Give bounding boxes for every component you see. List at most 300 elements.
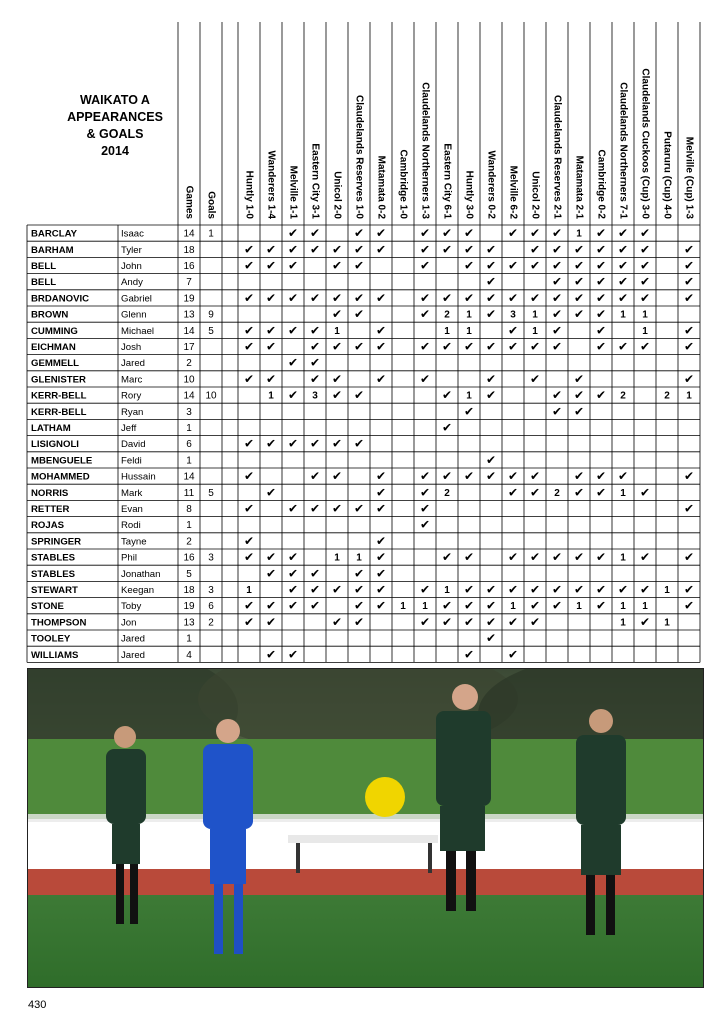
goals-in-match: 2 <box>664 390 670 402</box>
player-surname: GLENISTER <box>31 374 86 386</box>
player-surname: CUMMING <box>31 325 78 337</box>
games-count: 1 <box>186 455 192 467</box>
games-count: 2 <box>186 358 192 370</box>
appearance-checkmark: ✔ <box>529 550 541 565</box>
appearance-checkmark: ✔ <box>551 323 563 338</box>
appearance-checkmark: ✔ <box>573 258 585 273</box>
appearance-checkmark: ✔ <box>375 533 387 548</box>
match-header: Cambridge 1-0 <box>397 149 409 219</box>
appearance-checkmark: ✔ <box>683 339 695 354</box>
appearance-checkmark: ✔ <box>375 485 387 500</box>
games-count: 3 <box>186 406 192 418</box>
player-surname: STABLES <box>31 568 76 580</box>
player-surname: STABLES <box>31 552 76 564</box>
appearance-checkmark: ✔ <box>551 339 563 354</box>
goals-in-match: 1 <box>246 585 252 596</box>
goals-in-match: 1 <box>356 552 362 564</box>
appearance-checkmark: ✔ <box>573 582 585 597</box>
appearance-checkmark: ✔ <box>485 290 497 305</box>
goals-in-match: 1 <box>466 309 472 321</box>
goals-in-match: 2 <box>554 487 560 499</box>
appearance-checkmark: ✔ <box>265 242 277 257</box>
appearance-checkmark: ✔ <box>573 485 585 500</box>
player-surname: THOMPSON <box>31 617 87 629</box>
appearance-checkmark: ✔ <box>243 242 255 257</box>
games-count: 13 <box>183 617 195 629</box>
appearance-checkmark: ✔ <box>243 550 255 565</box>
appearance-checkmark: ✔ <box>507 614 519 629</box>
appearance-checkmark: ✔ <box>441 226 453 241</box>
games-count: 1 <box>186 520 192 532</box>
appearance-checkmark: ✔ <box>573 371 585 386</box>
match-header: Unicol 2-0 <box>331 171 343 219</box>
player-surname: LATHAM <box>31 423 71 434</box>
appearance-checkmark: ✔ <box>331 339 343 354</box>
appearance-checkmark: ✔ <box>551 242 563 257</box>
player-surname: NORRIS <box>31 487 69 499</box>
appearance-checkmark: ✔ <box>419 307 431 322</box>
appearance-checkmark: ✔ <box>463 258 475 273</box>
appearance-checkmark: ✔ <box>309 290 321 305</box>
appearance-checkmark: ✔ <box>595 388 607 403</box>
appearance-checkmark: ✔ <box>617 258 629 273</box>
appearance-checkmark: ✔ <box>353 501 365 516</box>
match-header: Claudelands Northerners 1-3 <box>419 82 431 219</box>
appearance-checkmark: ✔ <box>595 550 607 565</box>
player-surname: KERR-BELL <box>31 390 87 402</box>
games-count: 10 <box>183 374 195 386</box>
appearance-checkmark: ✔ <box>573 307 585 322</box>
appearance-checkmark: ✔ <box>243 371 255 386</box>
player-surname: STONE <box>31 601 64 613</box>
appearance-checkmark: ✔ <box>353 339 365 354</box>
appearance-checkmark: ✔ <box>551 226 563 241</box>
appearance-checkmark: ✔ <box>573 469 585 484</box>
player-surname: ROJAS <box>31 520 65 532</box>
appearance-checkmark: ✔ <box>331 501 343 516</box>
appearance-checkmark: ✔ <box>441 242 453 257</box>
goals-in-match: 1 <box>268 390 274 402</box>
appearance-checkmark: ✔ <box>287 550 299 565</box>
match-header: Eastern City 6-1 <box>441 143 453 219</box>
appearance-checkmark: ✔ <box>683 469 695 484</box>
appearance-checkmark: ✔ <box>529 290 541 305</box>
appearance-checkmark: ✔ <box>595 339 607 354</box>
player-surname: BELL <box>31 261 57 272</box>
appearance-checkmark: ✔ <box>485 582 497 597</box>
goals-in-match: 1 <box>642 325 648 337</box>
match-header: Melville 6-2 <box>507 165 519 219</box>
appearance-checkmark: ✔ <box>353 258 365 273</box>
appearance-checkmark: ✔ <box>353 436 365 451</box>
appearance-checkmark: ✔ <box>243 501 255 516</box>
appearance-checkmark: ✔ <box>617 339 629 354</box>
appearance-checkmark: ✔ <box>485 452 497 467</box>
appearance-checkmark: ✔ <box>375 566 387 581</box>
appearance-checkmark: ✔ <box>551 598 563 613</box>
appearance-checkmark: ✔ <box>639 550 651 565</box>
games-header: Games <box>183 185 195 219</box>
appearance-checkmark: ✔ <box>573 274 585 289</box>
appearance-checkmark: ✔ <box>243 469 255 484</box>
appearance-checkmark: ✔ <box>529 582 541 597</box>
player-first-name: Toby <box>121 601 142 613</box>
appearance-checkmark: ✔ <box>375 323 387 338</box>
goals-in-match: 1 <box>642 309 648 321</box>
appearance-checkmark: ✔ <box>243 339 255 354</box>
appearance-checkmark: ✔ <box>331 582 343 597</box>
appearance-checkmark: ✔ <box>595 307 607 322</box>
appearance-checkmark: ✔ <box>419 258 431 273</box>
appearance-checkmark: ✔ <box>441 550 453 565</box>
match-header: Huntly 1-0 <box>243 170 255 219</box>
appearance-checkmark: ✔ <box>265 323 277 338</box>
appearance-checkmark: ✔ <box>595 274 607 289</box>
appearance-checkmark: ✔ <box>287 566 299 581</box>
goals-in-match: 1 <box>510 601 516 613</box>
goals-header: Goals <box>205 191 217 219</box>
appearance-checkmark: ✔ <box>265 290 277 305</box>
appearance-checkmark: ✔ <box>419 501 431 516</box>
appearance-checkmark: ✔ <box>595 258 607 273</box>
appearance-checkmark: ✔ <box>551 388 563 403</box>
player-first-name: Hussain <box>121 471 156 483</box>
appearance-checkmark: ✔ <box>309 371 321 386</box>
appearance-checkmark: ✔ <box>441 614 453 629</box>
appearance-checkmark: ✔ <box>243 290 255 305</box>
appearance-checkmark: ✔ <box>617 290 629 305</box>
page-number: 430 <box>28 999 47 1011</box>
player-surname: MOHAMMED <box>31 471 90 483</box>
goals-count: 9 <box>208 309 214 321</box>
appearance-checkmark: ✔ <box>441 469 453 484</box>
appearance-checkmark: ✔ <box>529 226 541 241</box>
player-first-name: Keegan <box>121 585 155 596</box>
player-first-name: Jon <box>121 617 137 629</box>
appearance-checkmark: ✔ <box>441 290 453 305</box>
player-first-name: Jared <box>121 633 145 645</box>
appearance-checkmark: ✔ <box>287 323 299 338</box>
goals-in-match: 1 <box>620 309 626 321</box>
games-count: 8 <box>186 504 192 515</box>
appearance-checkmark: ✔ <box>243 614 255 629</box>
appearance-checkmark: ✔ <box>617 582 629 597</box>
games-count: 2 <box>186 536 192 548</box>
appearance-checkmark: ✔ <box>309 226 321 241</box>
player-surname: TOOLEY <box>31 633 71 645</box>
games-count: 1 <box>186 633 192 645</box>
appearance-checkmark: ✔ <box>639 226 651 241</box>
player-first-name: Gabriel <box>121 293 152 305</box>
appearance-checkmark: ✔ <box>485 598 497 613</box>
appearance-checkmark: ✔ <box>243 323 255 338</box>
appearance-checkmark: ✔ <box>265 550 277 565</box>
appearance-checkmark: ✔ <box>243 598 255 613</box>
goals-in-match: 1 <box>444 585 450 596</box>
goals-count: 1 <box>208 228 214 240</box>
games-count: 16 <box>183 552 195 564</box>
appearance-checkmark: ✔ <box>375 469 387 484</box>
appearance-checkmark: ✔ <box>551 274 563 289</box>
goals-in-match: 1 <box>532 325 538 337</box>
goals-count: 6 <box>208 601 214 613</box>
goals-in-match: 1 <box>466 325 472 337</box>
appearance-checkmark: ✔ <box>595 485 607 500</box>
appearance-checkmark: ✔ <box>507 469 519 484</box>
player-first-name: Jared <box>121 358 145 370</box>
appearance-checkmark: ✔ <box>485 614 497 629</box>
player-surname: EICHMAN <box>31 342 76 353</box>
goals-count: 10 <box>205 390 217 402</box>
games-count: 18 <box>183 244 195 256</box>
player-surname: BROWN <box>31 309 69 321</box>
goals-in-match: 1 <box>400 601 406 613</box>
goals-in-match: 1 <box>444 325 450 337</box>
player-surname: KERR-BELL <box>31 406 87 418</box>
appearance-checkmark: ✔ <box>287 388 299 403</box>
appearance-checkmark: ✔ <box>639 242 651 257</box>
match-header: Eastern City 3-1 <box>309 143 321 219</box>
appearance-checkmark: ✔ <box>683 274 695 289</box>
appearance-checkmark: ✔ <box>375 371 387 386</box>
appearance-checkmark: ✔ <box>463 582 475 597</box>
player-first-name: Jonathan <box>121 568 161 580</box>
appearance-checkmark: ✔ <box>639 614 651 629</box>
appearance-checkmark: ✔ <box>573 242 585 257</box>
goals-in-match: 1 <box>466 390 472 402</box>
appearance-checkmark: ✔ <box>529 242 541 257</box>
games-count: 18 <box>183 585 195 596</box>
goals-in-match: 1 <box>334 552 340 564</box>
appearance-checkmark: ✔ <box>265 598 277 613</box>
appearance-checkmark: ✔ <box>331 436 343 451</box>
appearance-checkmark: ✔ <box>463 339 475 354</box>
player-first-name: Jared <box>121 649 145 661</box>
appearance-checkmark: ✔ <box>507 582 519 597</box>
games-count: 4 <box>186 649 192 661</box>
appearance-checkmark: ✔ <box>529 371 541 386</box>
player-first-name: David <box>121 439 146 451</box>
appearance-checkmark: ✔ <box>441 388 453 403</box>
appearance-checkmark: ✔ <box>309 566 321 581</box>
appearance-checkmark: ✔ <box>507 323 519 338</box>
player-first-name: Tyler <box>121 244 142 256</box>
appearance-checkmark: ✔ <box>265 614 277 629</box>
match-header: Matamata 0-2 <box>375 155 387 219</box>
player-surname: GEMMELL <box>31 358 79 370</box>
appearance-checkmark: ✔ <box>265 566 277 581</box>
appearance-checkmark: ✔ <box>331 469 343 484</box>
appearance-checkmark: ✔ <box>309 339 321 354</box>
title-line-3: & GOALS <box>86 127 144 141</box>
appearance-checkmark: ✔ <box>551 258 563 273</box>
goals-in-match: 1 <box>620 617 626 629</box>
appearance-checkmark: ✔ <box>595 582 607 597</box>
appearance-checkmark: ✔ <box>265 258 277 273</box>
appearance-checkmark: ✔ <box>287 226 299 241</box>
appearance-checkmark: ✔ <box>353 290 365 305</box>
appearance-checkmark: ✔ <box>463 598 475 613</box>
title-line-1: WAIKATO A <box>80 93 150 107</box>
appearance-checkmark: ✔ <box>353 307 365 322</box>
appearance-checkmark: ✔ <box>353 242 365 257</box>
appearance-checkmark: ✔ <box>353 566 365 581</box>
appearance-checkmark: ✔ <box>419 242 431 257</box>
appearance-checkmark: ✔ <box>287 598 299 613</box>
appearance-checkmark: ✔ <box>441 339 453 354</box>
appearance-checkmark: ✔ <box>595 242 607 257</box>
games-count: 19 <box>183 293 195 305</box>
appearance-checkmark: ✔ <box>243 436 255 451</box>
appearance-checkmark: ✔ <box>309 436 321 451</box>
appearance-checkmark: ✔ <box>375 501 387 516</box>
appearance-checkmark: ✔ <box>419 226 431 241</box>
appearance-checkmark: ✔ <box>353 582 365 597</box>
appearance-checkmark: ✔ <box>551 307 563 322</box>
appearance-checkmark: ✔ <box>265 436 277 451</box>
appearance-checkmark: ✔ <box>507 339 519 354</box>
appearance-checkmark: ✔ <box>375 598 387 613</box>
appearance-checkmark: ✔ <box>287 436 299 451</box>
appearance-checkmark: ✔ <box>485 469 497 484</box>
match-photo <box>27 668 704 988</box>
appearance-checkmark: ✔ <box>595 598 607 613</box>
player-first-name: Evan <box>121 504 143 515</box>
appearance-checkmark: ✔ <box>639 339 651 354</box>
player-first-name: Marc <box>121 374 143 386</box>
appearance-checkmark: ✔ <box>617 242 629 257</box>
appearance-checkmark: ✔ <box>287 258 299 273</box>
title-line-4: 2014 <box>101 144 129 158</box>
player-surname: WILLIAMS <box>31 649 79 661</box>
match-header: Huntly 3-0 <box>463 170 475 219</box>
games-count: 17 <box>183 342 195 353</box>
appearance-checkmark: ✔ <box>507 290 519 305</box>
appearance-checkmark: ✔ <box>463 469 475 484</box>
appearance-checkmark: ✔ <box>331 242 343 257</box>
appearance-checkmark: ✔ <box>463 647 475 662</box>
goals-count: 5 <box>208 487 214 499</box>
appearance-checkmark: ✔ <box>463 550 475 565</box>
goals-in-match: 1 <box>532 309 538 321</box>
appearance-checkmark: ✔ <box>419 290 431 305</box>
appearance-checkmark: ✔ <box>507 647 519 662</box>
title-line-2: APPEARANCES <box>67 110 163 124</box>
appearance-checkmark: ✔ <box>595 226 607 241</box>
appearance-checkmark: ✔ <box>485 631 497 646</box>
games-count: 14 <box>183 471 195 483</box>
appearance-checkmark: ✔ <box>463 404 475 419</box>
appearance-checkmark: ✔ <box>573 404 585 419</box>
games-count: 1 <box>186 423 192 434</box>
goals-in-match: 3 <box>312 390 318 402</box>
appearance-checkmark: ✔ <box>683 582 695 597</box>
player-first-name: Tayne <box>121 536 147 548</box>
appearance-checkmark: ✔ <box>331 614 343 629</box>
appearance-checkmark: ✔ <box>265 485 277 500</box>
appearance-checkmark: ✔ <box>617 274 629 289</box>
appearance-checkmark: ✔ <box>485 242 497 257</box>
player-surname: MBENGUELE <box>31 455 93 467</box>
appearance-checkmark: ✔ <box>375 290 387 305</box>
appearance-checkmark: ✔ <box>529 469 541 484</box>
player-first-name: Jeff <box>121 423 137 434</box>
appearance-checkmark: ✔ <box>463 242 475 257</box>
player-surname: BARCLAY <box>31 228 78 240</box>
goals-in-match: 1 <box>422 601 428 613</box>
player-first-name: Andy <box>121 277 143 289</box>
goals-count: 5 <box>208 325 214 337</box>
appearance-checkmark: ✔ <box>353 388 365 403</box>
appearance-checkmark: ✔ <box>265 339 277 354</box>
games-count: 14 <box>183 325 195 337</box>
appearance-checkmark: ✔ <box>419 339 431 354</box>
appearance-checkmark: ✔ <box>573 550 585 565</box>
appearance-checkmark: ✔ <box>463 290 475 305</box>
appearance-checkmark: ✔ <box>309 598 321 613</box>
player-first-name: Glenn <box>121 309 147 321</box>
appearance-checkmark: ✔ <box>529 614 541 629</box>
appearance-checkmark: ✔ <box>419 485 431 500</box>
appearance-checkmark: ✔ <box>309 469 321 484</box>
appearance-checkmark: ✔ <box>529 485 541 500</box>
appearance-checkmark: ✔ <box>595 290 607 305</box>
appearance-checkmark: ✔ <box>419 517 431 532</box>
appearance-checkmark: ✔ <box>353 226 365 241</box>
appearance-checkmark: ✔ <box>331 388 343 403</box>
goals-in-match: 1 <box>620 552 626 564</box>
appearance-checkmark: ✔ <box>331 307 343 322</box>
appearance-checkmark: ✔ <box>309 242 321 257</box>
appearance-checkmark: ✔ <box>507 485 519 500</box>
appearance-checkmark: ✔ <box>287 242 299 257</box>
appearance-checkmark: ✔ <box>551 550 563 565</box>
games-count: 5 <box>186 568 192 580</box>
appearance-checkmark: ✔ <box>551 290 563 305</box>
appearance-checkmark: ✔ <box>419 614 431 629</box>
goals-in-match: 1 <box>664 585 670 596</box>
goals-in-match: 1 <box>620 487 626 499</box>
player-first-name: Rodi <box>121 520 141 532</box>
goals-in-match: 1 <box>334 325 340 337</box>
goals-in-match: 2 <box>444 309 450 321</box>
appearance-checkmark: ✔ <box>309 355 321 370</box>
appearance-checkmark: ✔ <box>353 598 365 613</box>
appearance-checkmark: ✔ <box>485 339 497 354</box>
appearance-checkmark: ✔ <box>551 582 563 597</box>
appearance-checkmark: ✔ <box>375 582 387 597</box>
player-first-name: Mark <box>121 487 143 499</box>
appearance-checkmark: ✔ <box>507 258 519 273</box>
match-header: Claudelands Cuckoos (Cup) 3-0 <box>639 68 651 219</box>
match-header: Melville 1-1 <box>287 165 299 219</box>
games-count: 16 <box>183 261 195 272</box>
games-count: 6 <box>186 439 192 451</box>
appearance-checkmark: ✔ <box>485 388 497 403</box>
appearance-checkmark: ✔ <box>617 226 629 241</box>
goals-in-match: 1 <box>576 601 582 613</box>
appearance-checkmark: ✔ <box>485 371 497 386</box>
match-header: Claudelands Northerners 7-1 <box>617 82 629 219</box>
appearance-checkmark: ✔ <box>529 258 541 273</box>
appearance-checkmark: ✔ <box>287 355 299 370</box>
appearance-checkmark: ✔ <box>529 598 541 613</box>
appearance-checkmark: ✔ <box>639 274 651 289</box>
goals-count: 2 <box>208 617 214 629</box>
player-surname: BRDANOVIC <box>31 293 90 305</box>
player-first-name: Ryan <box>121 406 144 418</box>
match-header: Wanderers 1-4 <box>265 150 277 219</box>
